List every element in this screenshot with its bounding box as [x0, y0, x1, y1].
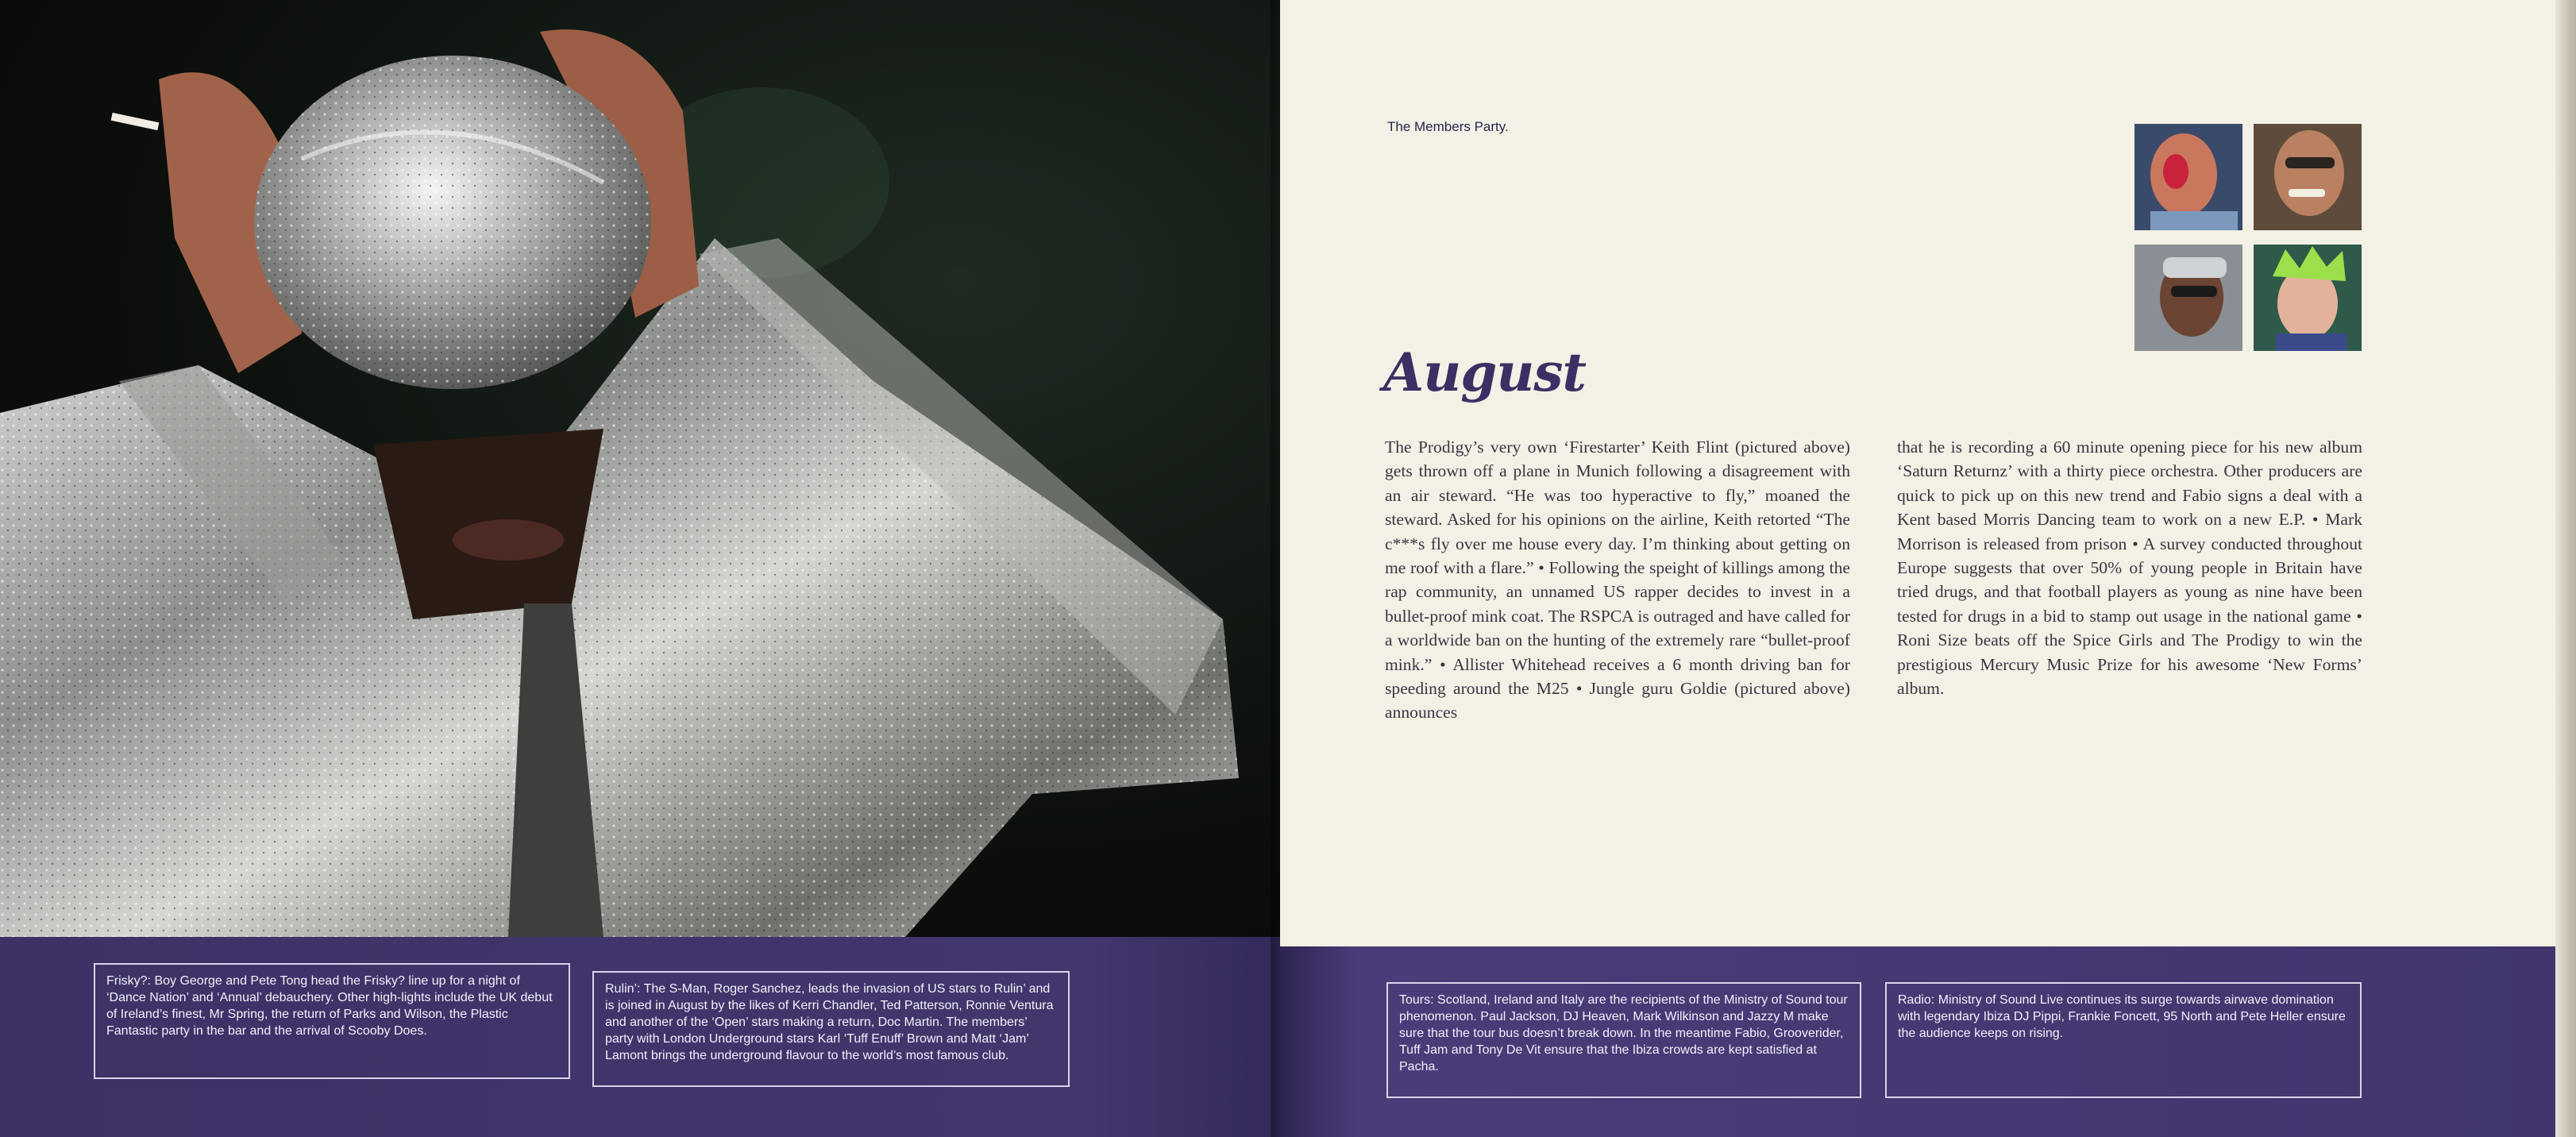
portrait-thumb-3: [2134, 245, 2242, 351]
portrait-thumb-4: [2254, 245, 2362, 351]
caption-rulin-text: Rulin’: The S-Man, Roger Sanchez, leads the invasion of US stars to Rulin’ and is joined in August by the likes of Kerri Chandler, Ted Patterson, Ronnie Ventura and another of the ‘Open’ stars making a return, Doc Martin. The members’ party with London Underground stars Karl ‘Tuff Enuff’ Brown and Matt ‘Jam’ Lamont brings the underground flavour to the world’s most famous club.: [605, 982, 1054, 1062]
portrait-thumb-2: [2254, 124, 2362, 230]
section-header-label: The Members Party.: [1387, 119, 1509, 134]
article-column-1: The Prodigy’s very own ‘Firestarter’ Keith Flint (pictured above) gets thrown off a plane in Munich following a disagreement with an air steward. “He was too hyperactive to fly,” moaned the steward. Asked for his opinions on the airline, Keith retorted “The c***s fly over me house every day. I’m thinking about getting on me roof with a flare.” • Following the speight of killings among the rap community, an unnamed US rapper decides to invest in a bullet-proof mink coat. The RSPCA is outraged and have called for a worldwide ban on the hunting of the extremely rare “bullet-proof mink.” • Allister Whitehead receives a 6 month driving ban for speeding around the M25 • Jungle guru Goldie (pictured above) announces: [1385, 437, 1850, 723]
page-edge: [2555, 0, 2576, 1137]
caption-band-left: [0, 937, 1280, 1137]
caption-tours-text: Tours: Scotland, Ireland and Italy are the recipients of the Ministry of Sound tour phenomenon. Paul Jackson, DJ Heaven, Mark Wilkinson and Jazzy M make sure that the tour bus doesn’t break down. In the meantime Fabio, Grooverider, Tuff Jam and Tony De Vit ensure that the Ibiza crowds are kept satisfied at Pacha.: [1399, 993, 1848, 1073]
caption-box-radio: [1885, 982, 2362, 1098]
portrait-thumbnails: [2134, 124, 2365, 351]
hero-photo: [0, 0, 1280, 937]
caption-frisky-text: Frisky?: Boy George and Pete Tong head the Frisky? line up for a night of ‘Dance Nation’ and ‘Annual’ debauchery. Other high-lights include the UK debut of Ireland’s finest, Mr Spring, the return of Parks and Wilson, the Plastic Fantastic party in the bar and the arrival of Scooby Does.: [106, 974, 553, 1038]
right-page: [1280, 0, 2568, 1137]
caption-band-right: [1280, 946, 2568, 1137]
silver-jacket-illustration: [0, 0, 1280, 937]
article-column-2: that he is recording a 60 minute opening piece for his new album ‘Saturn Returnz’ with a thirty piece orchestra. Other producers are quick to pick up on this new trend and Fabio signs a deal with a Kent based Morris Dancing team to work on a new E.P. • Mark Morrison is released from prison • A survey conducted throughout Europe suggests that over 50% of young people in Britain have tried drugs, and that football players as young as nine have been tested for drugs in a bid to stamp out usage in the national game • Roni Size beats off the Spice Girls and The Prodigy to win the prestigious Mercury Music Prize for his awesome ‘New Forms’ album.: [1897, 437, 2362, 699]
month-title: August: [1383, 341, 1586, 403]
portrait-thumb-1: [2134, 124, 2242, 230]
caption-box-tours: [1386, 982, 1861, 1098]
caption-box-rulin: [592, 971, 1070, 1087]
left-page: [0, 0, 1280, 1137]
caption-radio-text: Radio: Ministry of Sound Live continues its surge towards airwave domination with legendary Ibiza DJ Pippi, Frankie Foncett, 95 North and Pete Heller ensure the audience keeps on rising.: [1898, 993, 2346, 1040]
caption-box-frisky: [94, 963, 570, 1079]
